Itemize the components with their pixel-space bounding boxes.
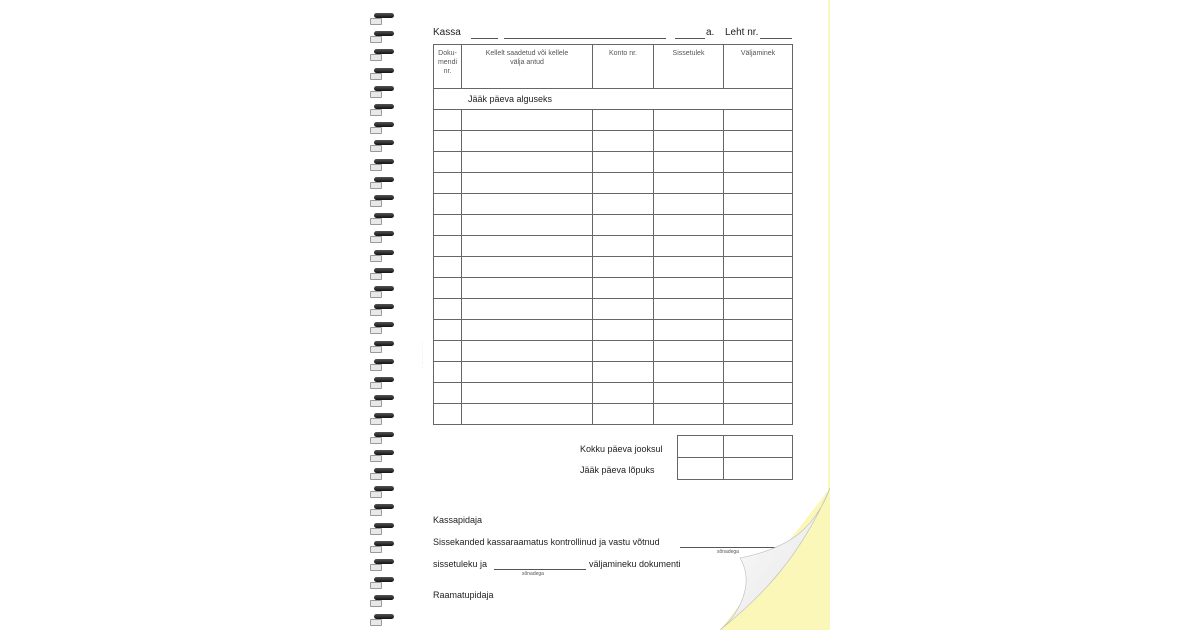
in-words-hint-2: sõnadega <box>522 571 544 577</box>
table-cell[interactable] <box>593 173 654 194</box>
table-cell[interactable] <box>462 341 593 362</box>
cashier-heading: Kassapidaja <box>433 515 483 525</box>
table-cell[interactable] <box>434 278 462 299</box>
table-cell[interactable] <box>654 236 724 257</box>
table-cell[interactable] <box>462 152 593 173</box>
table-cell[interactable] <box>724 278 793 299</box>
sheet-number-label: Leht nr. <box>725 27 759 38</box>
table-cell[interactable] <box>462 110 593 131</box>
year-field[interactable] <box>675 38 705 39</box>
table-cell[interactable] <box>462 215 593 236</box>
table-cell[interactable] <box>462 383 593 404</box>
table-row <box>434 362 793 383</box>
in-words-hint-1: sõnadega <box>717 549 739 555</box>
spiral-coil <box>370 501 396 515</box>
year-suffix: a. <box>706 27 715 38</box>
table-cell[interactable] <box>462 404 593 425</box>
table-cell[interactable] <box>724 131 793 152</box>
table-cell[interactable] <box>593 215 654 236</box>
table-cell[interactable] <box>434 131 462 152</box>
table-cell[interactable] <box>462 257 593 278</box>
spiral-coil <box>370 483 396 497</box>
table-row <box>434 131 793 152</box>
table-cell[interactable] <box>434 362 462 383</box>
table-row <box>434 278 793 299</box>
cashbox-month-field[interactable] <box>504 38 666 39</box>
table-cell[interactable] <box>724 215 793 236</box>
table-cell[interactable] <box>654 299 724 320</box>
table-cell[interactable] <box>434 299 462 320</box>
table-cell[interactable] <box>593 320 654 341</box>
table-cell[interactable] <box>724 236 793 257</box>
table-row <box>434 320 793 341</box>
table-cell[interactable] <box>724 341 793 362</box>
table-cell[interactable] <box>462 320 593 341</box>
spiral-coil <box>370 319 396 333</box>
table-cell[interactable] <box>654 341 724 362</box>
table-cell[interactable] <box>724 194 793 215</box>
table-cell[interactable] <box>462 131 593 152</box>
income-prefix: sissetuleku ja <box>433 559 488 569</box>
day-total-label: Kokku päeva jooksul <box>580 444 663 454</box>
spiral-coil <box>370 174 396 188</box>
control-statement: Sissekanded kassaraamatus kontrollinud ja vastu võtnud <box>433 537 660 547</box>
cashbox-label: Kassa <box>433 27 461 38</box>
totals-table <box>677 435 793 480</box>
spiral-coil <box>370 265 396 279</box>
spiral-coil <box>370 210 396 224</box>
table-cell[interactable] <box>724 257 793 278</box>
table-cell[interactable] <box>654 320 724 341</box>
spiral-coil <box>370 65 396 79</box>
spiral-coil <box>370 410 396 424</box>
spiral-coil <box>370 28 396 42</box>
table-cell[interactable] <box>654 215 724 236</box>
spiral-coil <box>370 338 396 352</box>
page-curl <box>720 488 830 630</box>
table-row <box>434 257 793 278</box>
spiral-coil <box>370 156 396 170</box>
sheet-number-field[interactable] <box>760 38 792 39</box>
table-cell[interactable] <box>462 194 593 215</box>
table-cell[interactable] <box>593 194 654 215</box>
table-cell[interactable] <box>434 152 462 173</box>
spiral-coil <box>370 283 396 297</box>
table-cell[interactable] <box>462 362 593 383</box>
col-counterparty: Kellelt saadetud või kellele välja antud <box>462 45 593 89</box>
spiral-coil <box>370 574 396 588</box>
printer-note: · · · · · · · · · · · <box>420 342 425 368</box>
table-cell[interactable] <box>724 173 793 194</box>
table-cell[interactable] <box>593 236 654 257</box>
spiral-coil <box>370 101 396 115</box>
spiral-coil <box>370 374 396 388</box>
ledger-table <box>433 44 793 425</box>
day-end-income-cell[interactable] <box>678 458 724 480</box>
table-cell[interactable] <box>593 383 654 404</box>
spiral-coil <box>370 592 396 606</box>
table-row <box>434 341 793 362</box>
col-income: Sissetulek <box>654 45 724 89</box>
table-cell[interactable] <box>434 215 462 236</box>
expense-count-field[interactable] <box>494 569 586 570</box>
table-cell[interactable] <box>593 299 654 320</box>
table-cell[interactable] <box>593 257 654 278</box>
table-cell[interactable] <box>434 404 462 425</box>
day-end-expense-cell[interactable] <box>724 458 793 480</box>
day-total-income-cell[interactable] <box>678 436 724 458</box>
spiral-coil <box>370 447 396 461</box>
table-cell[interactable] <box>593 110 654 131</box>
accountant-heading: Raamatupidaja <box>433 590 494 600</box>
table-row <box>434 215 793 236</box>
table-row <box>434 194 793 215</box>
table-cell[interactable] <box>654 404 724 425</box>
table-cell[interactable] <box>654 131 724 152</box>
spiral-coil <box>370 465 396 479</box>
table-cell[interactable] <box>593 404 654 425</box>
table-cell[interactable] <box>654 257 724 278</box>
spiral-coil <box>370 192 396 206</box>
table-row <box>434 236 793 257</box>
table-cell[interactable] <box>434 341 462 362</box>
col-expense: Väljaminek <box>724 45 793 89</box>
spiral-coil <box>370 247 396 261</box>
day-end-balance-label: Jääk päeva lõpuks <box>580 465 655 475</box>
spiral-coil <box>370 119 396 133</box>
table-cell[interactable] <box>654 362 724 383</box>
table-row <box>434 404 793 425</box>
table-cell[interactable] <box>593 131 654 152</box>
table-row <box>434 152 793 173</box>
opening-balance-row <box>434 89 793 110</box>
table-cell[interactable] <box>593 341 654 362</box>
table-cell[interactable] <box>654 383 724 404</box>
table-cell[interactable] <box>462 236 593 257</box>
day-total-expense-cell[interactable] <box>724 436 793 458</box>
spiral-coil <box>370 10 396 24</box>
table-cell[interactable] <box>593 278 654 299</box>
table-cell[interactable] <box>654 110 724 131</box>
spiral-coil <box>370 83 396 97</box>
table-cell[interactable] <box>724 299 793 320</box>
spiral-coil <box>370 429 396 443</box>
table-row <box>434 173 793 194</box>
table-cell[interactable] <box>724 383 793 404</box>
spiral-coil <box>370 356 396 370</box>
table-row <box>434 299 793 320</box>
table-row <box>434 383 793 404</box>
table-cell[interactable] <box>654 152 724 173</box>
table-cell[interactable] <box>724 362 793 383</box>
col-document-number: Doku- mendi nr. <box>434 45 462 89</box>
table-cell[interactable] <box>434 320 462 341</box>
spiral-coil <box>370 556 396 570</box>
opening-balance-label: Jääk päeva alguseks <box>434 89 793 110</box>
col-account-number: Konto nr. <box>593 45 654 89</box>
table-cell[interactable] <box>724 110 793 131</box>
cashbox-date-field[interactable] <box>471 38 498 39</box>
table-cell[interactable] <box>593 362 654 383</box>
table-cell[interactable] <box>434 194 462 215</box>
table-cell[interactable] <box>462 299 593 320</box>
table-cell[interactable] <box>434 236 462 257</box>
table-cell[interactable] <box>724 152 793 173</box>
spiral-coil <box>370 137 396 151</box>
spiral-coil <box>370 611 396 625</box>
table-cell[interactable] <box>434 173 462 194</box>
table-row <box>434 110 793 131</box>
table-cell[interactable] <box>654 173 724 194</box>
table-cell[interactable] <box>654 278 724 299</box>
table-cell[interactable] <box>724 404 793 425</box>
spiral-coil <box>370 46 396 60</box>
table-cell[interactable] <box>462 278 593 299</box>
table-cell[interactable] <box>434 383 462 404</box>
spiral-coil <box>370 301 396 315</box>
table-cell[interactable] <box>434 110 462 131</box>
table-cell[interactable] <box>434 257 462 278</box>
spiral-binding <box>370 10 400 630</box>
spiral-coil <box>370 538 396 552</box>
table-cell[interactable] <box>593 152 654 173</box>
spiral-coil <box>370 228 396 242</box>
table-cell[interactable] <box>724 320 793 341</box>
spiral-coil <box>370 520 396 534</box>
spiral-coil <box>370 392 396 406</box>
table-header-row <box>434 45 793 89</box>
table-cell[interactable] <box>654 194 724 215</box>
expense-suffix: väljamineku dokumenti <box>589 559 681 569</box>
table-cell[interactable] <box>462 173 593 194</box>
